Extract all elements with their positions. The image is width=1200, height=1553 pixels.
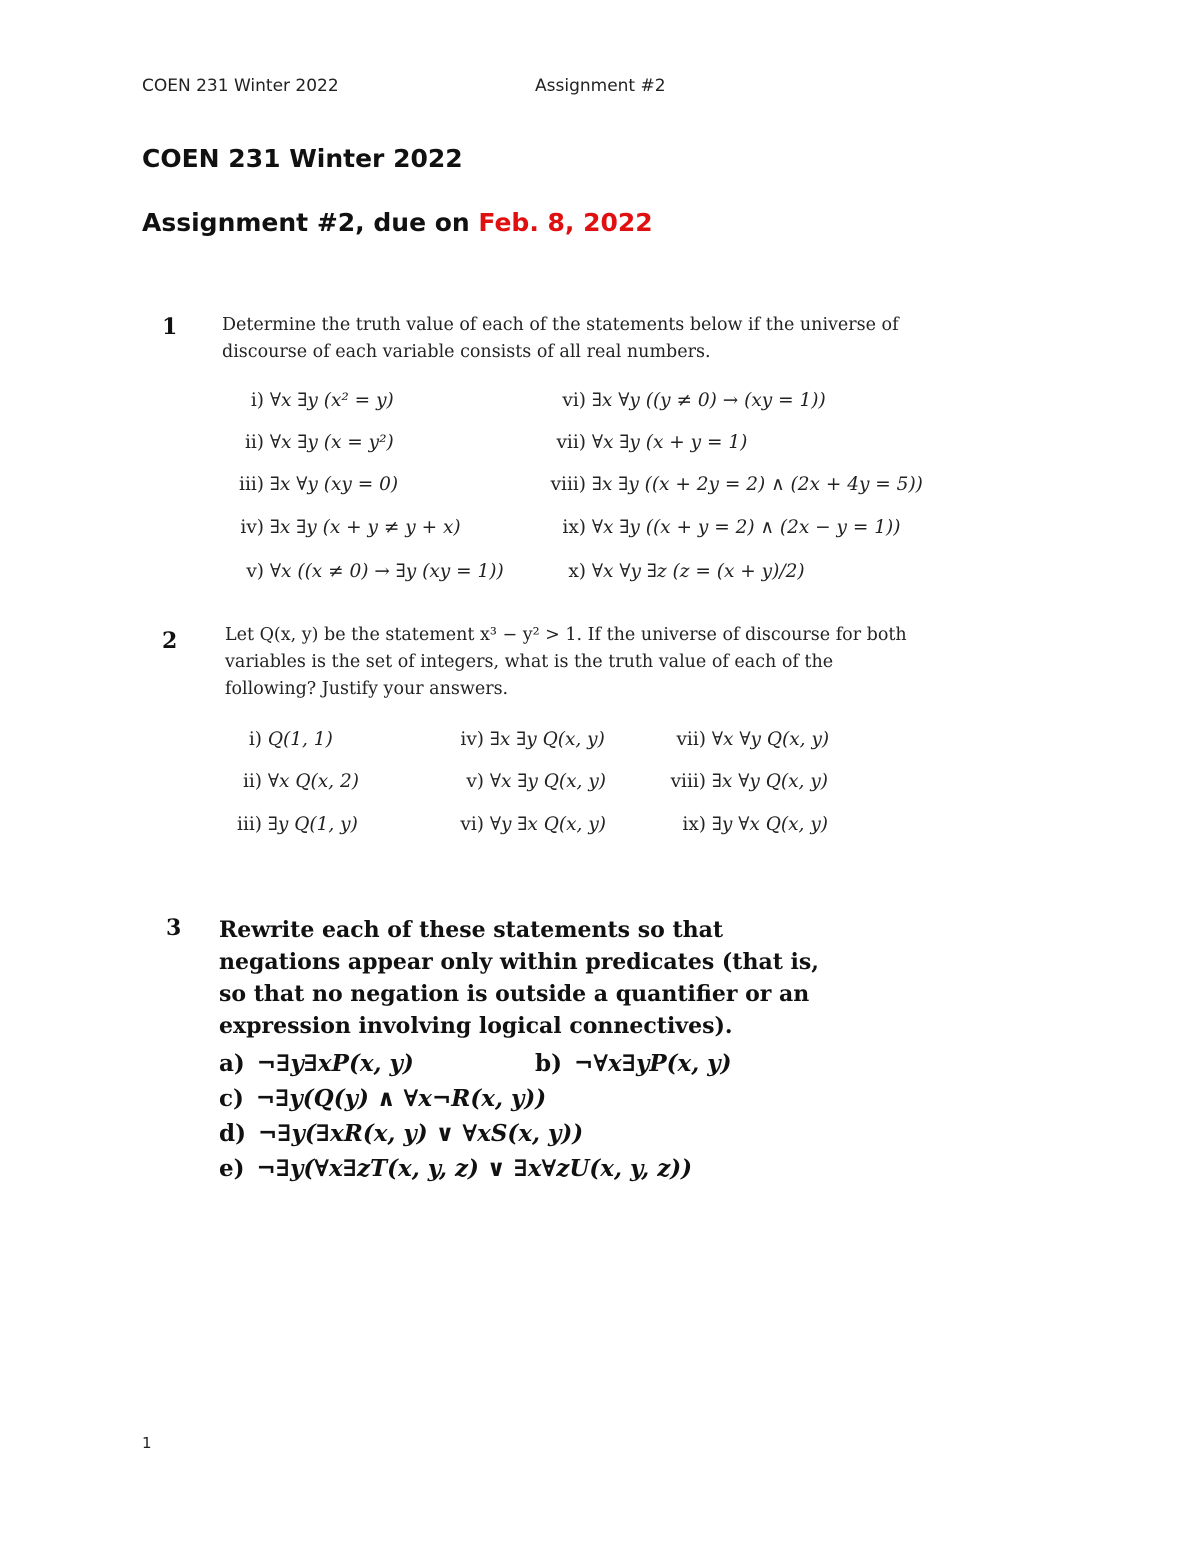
q3-item-a: a) ¬∃y∃xP(x, y) [219, 1050, 414, 1077]
q1-item-10: x) ∀x ∀y ∃z (z = (x + y)/2) [568, 561, 805, 582]
q1-item-1: i) ∀x ∃y (x² = y) [250, 390, 394, 411]
header-assignment: Assignment #2 [535, 76, 666, 96]
q2-item-9: ix) ∃y ∀x Q(x, y) [682, 814, 828, 835]
q2-item-4: iv) ∃x ∃y Q(x, y) [460, 729, 605, 750]
q1-item-3: iii) ∃x ∀y (xy = 0) [239, 474, 399, 495]
q2-item-7: vii) ∀x ∀y Q(x, y) [676, 729, 830, 750]
assignment-prefix: Assignment #2, due on [142, 208, 479, 237]
q2-item-6: vi) ∀y ∃x Q(x, y) [460, 814, 606, 835]
header-course: COEN 231 Winter 2022 [142, 76, 339, 96]
assignment-title [142, 208, 653, 237]
q2-item-8: viii) ∃x ∀y Q(x, y) [670, 771, 828, 792]
page-number: 1 [142, 1434, 152, 1452]
q2-item-5: v) ∀x ∃y Q(x, y) [466, 771, 606, 792]
q3-item-d: d) ¬∃y(∃xR(x, y) ∨ ∀xS(x, y)) [219, 1120, 584, 1147]
question-3-number: 3 [166, 915, 182, 941]
question-3-prompt: Rewrite each of these statements so that negations appear only within predicates (that is, so that no negation is outside a quantifier or an expression involving logical connectives). [219, 917, 819, 1039]
page-title: COEN 231 Winter 2022 [142, 144, 463, 173]
q1-item-4: iv) ∃x ∃y (x + y ≠ y + x) [240, 517, 461, 538]
question-1-prompt: Determine the truth value of each of the statements below if the universe of discourse of each variable consists of all real numbers. [222, 315, 899, 362]
question-2-prompt: Let Q(x, y) be the statement x³ − y² > 1. If the universe of discourse for both variables is the set of integers, what is the truth value of each of the following? Justify your answers. [225, 625, 907, 699]
q1-item-5: v) ∀x ((x ≠ 0) → ∃y (xy = 1)) [246, 561, 504, 582]
q2-item-3: iii) ∃y Q(1, y) [237, 814, 358, 835]
q3-item-e: e) ¬∃y(∀x∃zT(x, y, z) ∨ ∃x∀zU(x, y, z)) [219, 1155, 693, 1182]
question-1-number: 1 [162, 314, 178, 340]
q2-item-1: i) Q(1, 1) [248, 729, 333, 750]
q1-item-8: viii) ∃x ∃y ((x + 2y = 2) ∧ (2x + 4y = 5)) [550, 474, 923, 495]
q1-item-2: ii) ∀x ∃y (x = y²) [244, 432, 394, 453]
question-2-number: 2 [162, 628, 178, 654]
q3-item-c: c) ¬∃y(Q(y) ∧ ∀x¬R(x, y)) [219, 1085, 547, 1112]
due-date: Feb. 8, 2022 [478, 208, 653, 237]
q2-item-2: ii) ∀x Q(x, 2) [242, 771, 359, 792]
q1-item-9: ix) ∀x ∃y ((x + y = 2) ∧ (2x − y = 1)) [562, 517, 901, 538]
q1-item-6: vi) ∃x ∀y ((y ≠ 0) → (xy = 1)) [562, 390, 826, 411]
q1-item-7: vii) ∀x ∃y (x + y = 1) [556, 432, 748, 453]
q3-item-b: b) ¬∀x∃yP(x, y) [535, 1050, 732, 1077]
